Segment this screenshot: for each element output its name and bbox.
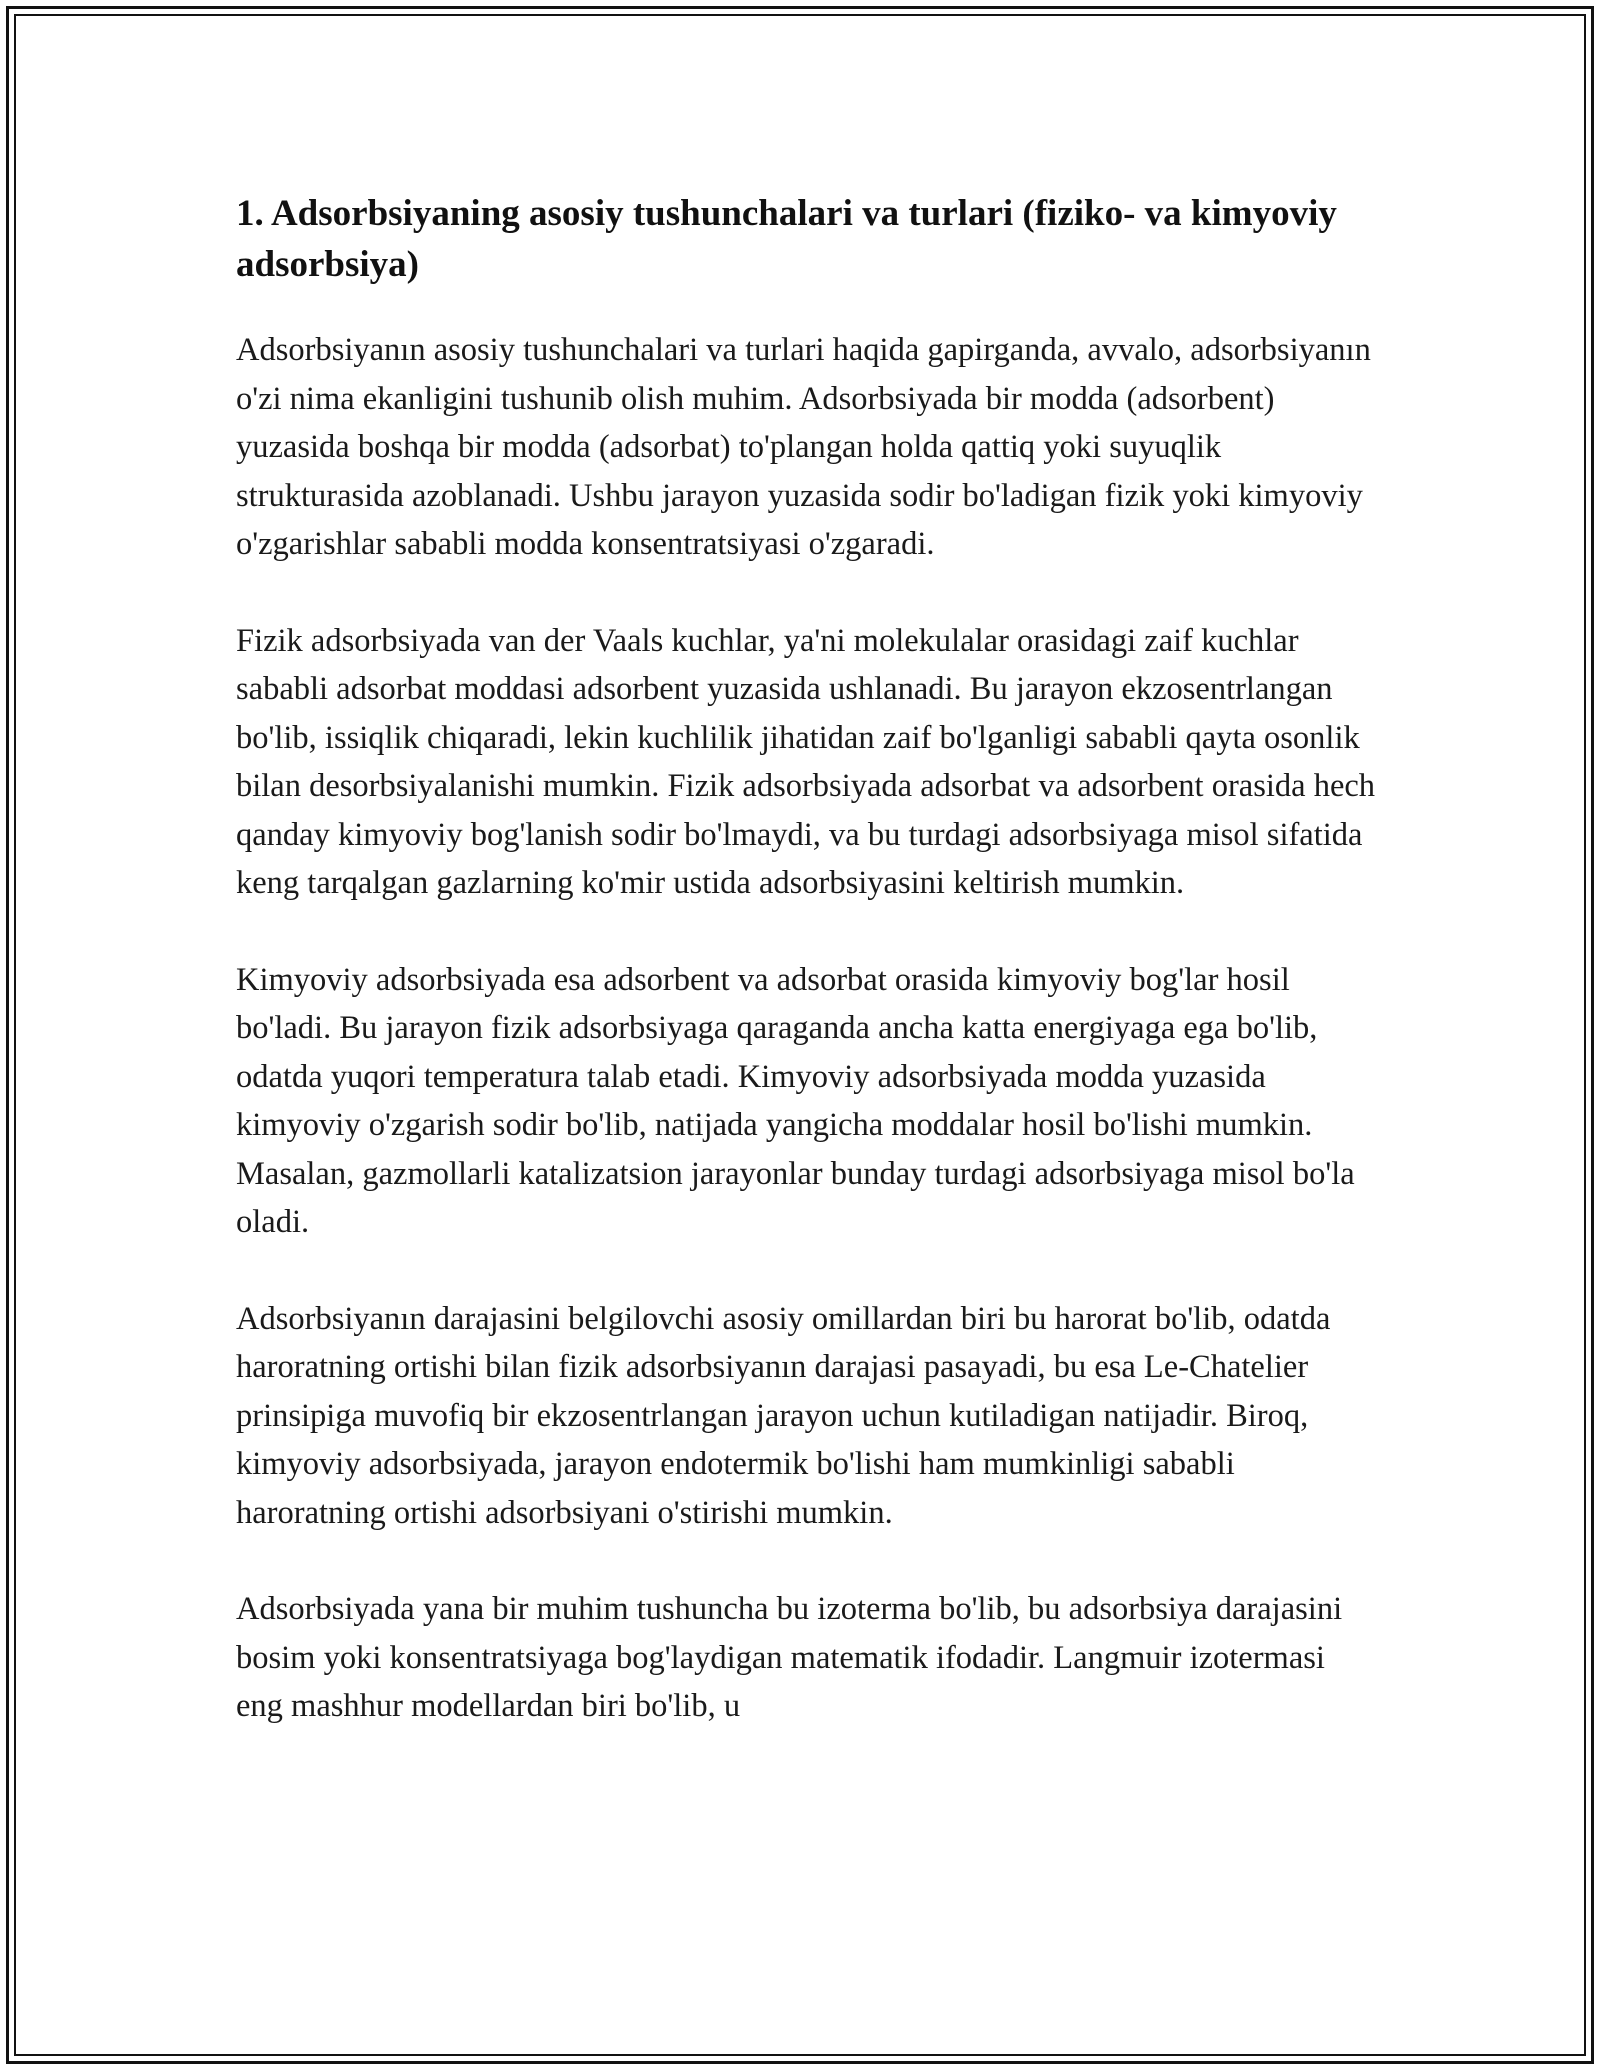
section-heading: 1. Adsorbsiyaning asosiy tushunchalari va turlari (fiziko- va kimyoviy adsorbsiya) [236, 193, 1337, 285]
paragraph-intro: Adsorbsiyanın asosiy tushunchalari va turlari haqida gapirganda, avvalo, adsorbsiyanın o'zi nima ekanligini tushunib olish muhim. Adsorbsiyada bir modda (adsorbent) yuzasida boshqa bir modda (adsorbat) to'plangan holda qattiq yoki suyuqlik strukturasida azoblanadi. Ushbu jarayon yuzasida sodir bo'ladigan fizik yoki kimyoviy o'zgarishlar sababli modda konsentratsiyasi o'zgaradi. [236, 332, 1371, 562]
document-body [236, 188, 1376, 1779]
paragraph-temperature: Adsorbsiyanın darajasini belgilovchi asosiy omillardan biri bu harorat bo'lib, odatda haroratning ortishi bilan fizik adsorbsiyanın darajasi pasayadi, bu esa Le-Chatelier prinsipiga muvofiq bir ekzosentrlangan jarayon uchun kutiladigan natijadir. Biroq, kimyoviy adsorbsiyada, jarayon endotermik bo'lishi ham mumkinligi sababli haroratning ortishi adsorbsiyani o'stirishi mumkin. [236, 1300, 1331, 1531]
paragraph-isotherm: Adsorbsiyada yana bir muhim tushuncha bu izoterma bo'lib, bu adsorbsiya darajasini bosim yoki konsentratsiyaga bog'laydigan matematik ifodadir. Langmuir izotermasi eng mashhur modellardan biri bo'lib, u [236, 1591, 1343, 1724]
paragraph-physical-adsorption: Fizik adsorbsiyada van der Vaals kuchlar, ya'ni molekulalar orasidagi zaif kuchlar sababli adsorbat moddasi adsorbent yuzasida ushlanadi. Bu jarayon ekzosentrlangan bo'lib, issiqlik chiqaradi, lekin kuchlilik jihatidan zaif bo'lganligi sababli qayta osonlik bilan desorbsiyalanishi mumkin. Fizik adsorbsiyada adsorbat va adsorbent orasida hech qanday kimyoviy bog'lanish sodir bo'lmaydi, va bu turdagi adsorbsiyaga misol sifatida keng tarqalgan gazlarning ko'mir ustida adsorbsiyasini keltirish mumkin. [236, 622, 1376, 901]
paragraph-chemical-adsorption: Kimyoviy adsorbsiyada esa adsorbent va adsorbat orasida kimyoviy bog'lar hosil bo'ladi. Bu jarayon fizik adsorbsiyaga qaraganda ancha katta energiyaga ega bo'lib, odatda yuqori temperatura talab etadi. Kimyoviy adsorbsiyada modda yuzasida kimyoviy o'zgarish sodir bo'lib, natijada yangicha moddalar hosil bo'lishi mumkin. Masalan, gazmollarli katalizatsion jarayonlar bunday turdagi adsorbsiyaga misol bo'la oladi. [236, 961, 1355, 1240]
